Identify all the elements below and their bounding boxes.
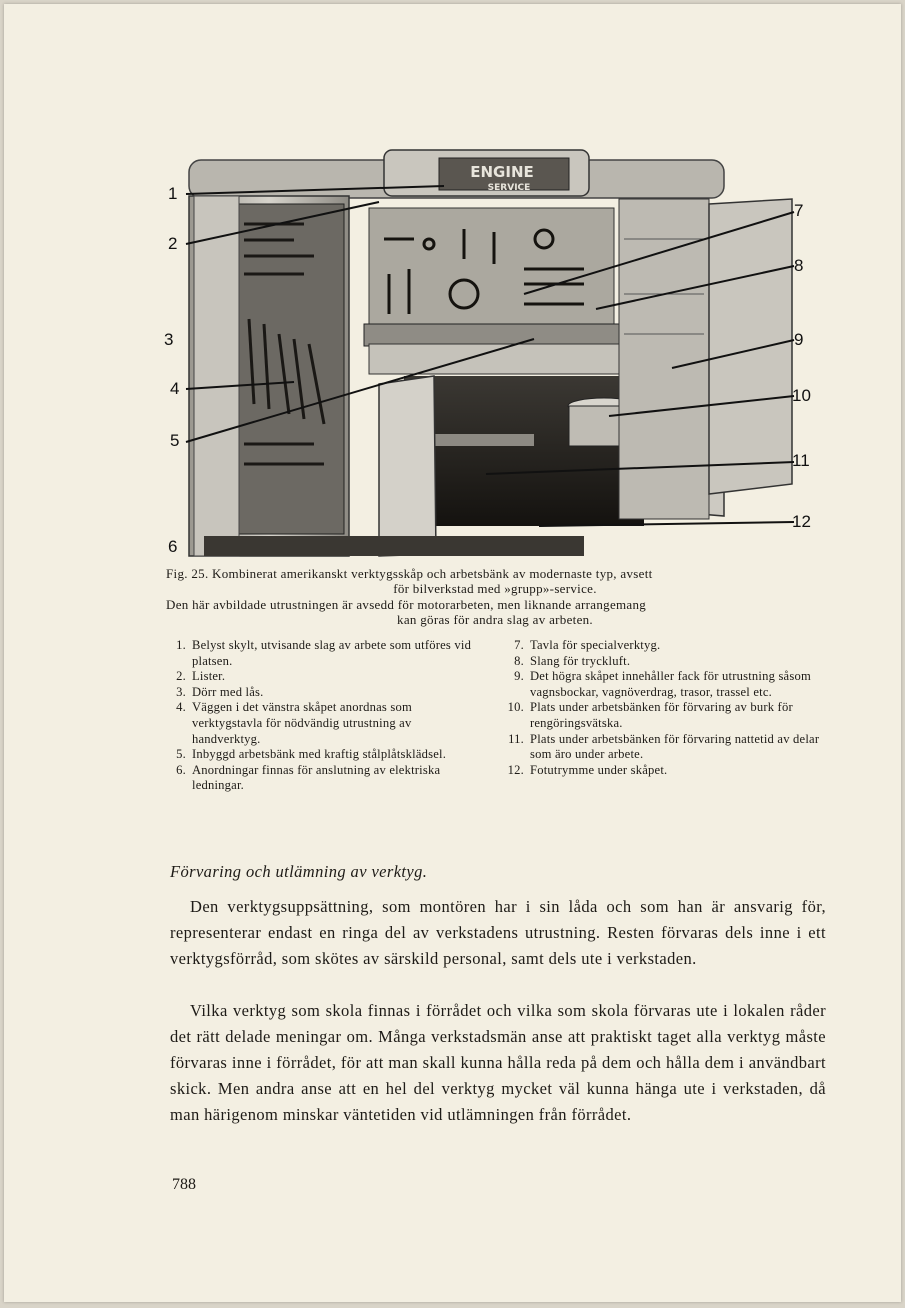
paragraph-1: Den verktygsuppsättning, som montören har i sin låda och som han är ansvarig för, representerar endast en ringa del av verkstadens utrustning. Resten förvaras dels inne i ett verktygsförråd, som skötes av särskild personal, samt dels ute i verkstaden. bbox=[170, 897, 826, 968]
callout-4: 4 bbox=[170, 379, 180, 398]
callout-3: 3 bbox=[164, 330, 174, 349]
callout-10: 10 bbox=[792, 386, 811, 405]
callout-12: 12 bbox=[792, 512, 811, 531]
callout-6: 6 bbox=[168, 537, 178, 556]
legend-item: 12. Fotutrymme under skåpet. bbox=[507, 762, 668, 777]
legend-item: 2. Lister. bbox=[176, 669, 226, 684]
sign-line2: SERVICE bbox=[487, 183, 531, 193]
legend-item: 9. Det högra skåpet innehåller fack för utrustning såsom vagnsbockar, vagnöverdrag, trasor, trassel etc. bbox=[514, 669, 811, 699]
sign-line1: ENGINE bbox=[470, 163, 534, 181]
callout-7: 7 bbox=[794, 201, 804, 220]
legend-right bbox=[502, 638, 824, 778]
legend-item: 1. Belyst skylt, utvisande slag av arbete som utföres vid platsen. bbox=[176, 638, 472, 668]
legend-item: 4. Väggen i det vänstra skåpet anordnas som verktygstavla för nödvändig utrustning av handverktyg. bbox=[176, 700, 412, 746]
section-title: Förvaring och utlämning av verktyg. bbox=[170, 862, 428, 881]
caption-line-4: kan göras för andra slag av arbeten. bbox=[397, 612, 593, 627]
paragraph-2: Vilka verktyg som skola finnas i förrådet och vilka som skola förvaras ute i lokalen råder det rätt delade meningar om. Många verkstadsmän anse att praktiskt taget alla verktyg måste förvaras inne i förrådet, för att man skall kunna hålla reda på dem och hålla dem i användbart skick. Men andra anse att en hel del verktyg mycket väl kunna hänga ute i verkstaden, då man härigenom minskar väntetiden vid utlämningen från förrådet. bbox=[170, 1001, 826, 1124]
legend-item: 3. Dörr med lås. bbox=[176, 684, 264, 699]
legend-item: 5. Inbyggd arbetsbänk med kraftig stålplåtsklädsel. bbox=[176, 747, 447, 762]
callout-11: 11 bbox=[792, 451, 810, 470]
legend-item: 10. Plats under arbetsbänken för förvaring av burk för rengöringsvätska. bbox=[507, 700, 793, 730]
callout-2: 2 bbox=[168, 234, 178, 253]
cabinet-illustration bbox=[164, 144, 824, 564]
legend-item: 6. Anordningar finnas för anslutning av elektriska ledningar. bbox=[176, 762, 441, 793]
callout-8: 8 bbox=[794, 256, 804, 275]
cabinet-figure bbox=[164, 144, 824, 564]
callout-5: 5 bbox=[170, 431, 180, 450]
page bbox=[4, 4, 901, 1302]
legend-item: 7. Tavla för specialverktyg. bbox=[514, 638, 661, 652]
callout-1: 1 bbox=[168, 184, 178, 203]
page-number: 788 bbox=[172, 1176, 196, 1193]
callout-9: 9 bbox=[794, 330, 804, 349]
caption-line-2: för bilverkstad med »grupp»-service. bbox=[393, 581, 597, 596]
caption-line-3: Den här avbildade utrustningen är avsedd för motorarbeten, men liknande arrangemang bbox=[166, 597, 647, 612]
caption-line-1: Fig. 25. Kombinerat amerikanskt verktygsskåp och arbetsbänk av modernaste typ, avsett bbox=[166, 566, 653, 581]
legend-item: 8. Slang för tryckluft. bbox=[514, 653, 631, 668]
legend-item: 11. Plats under arbetsbänken för förvaring nattetid av delar som äro under arbete. bbox=[508, 731, 820, 762]
legend-left bbox=[164, 638, 474, 794]
